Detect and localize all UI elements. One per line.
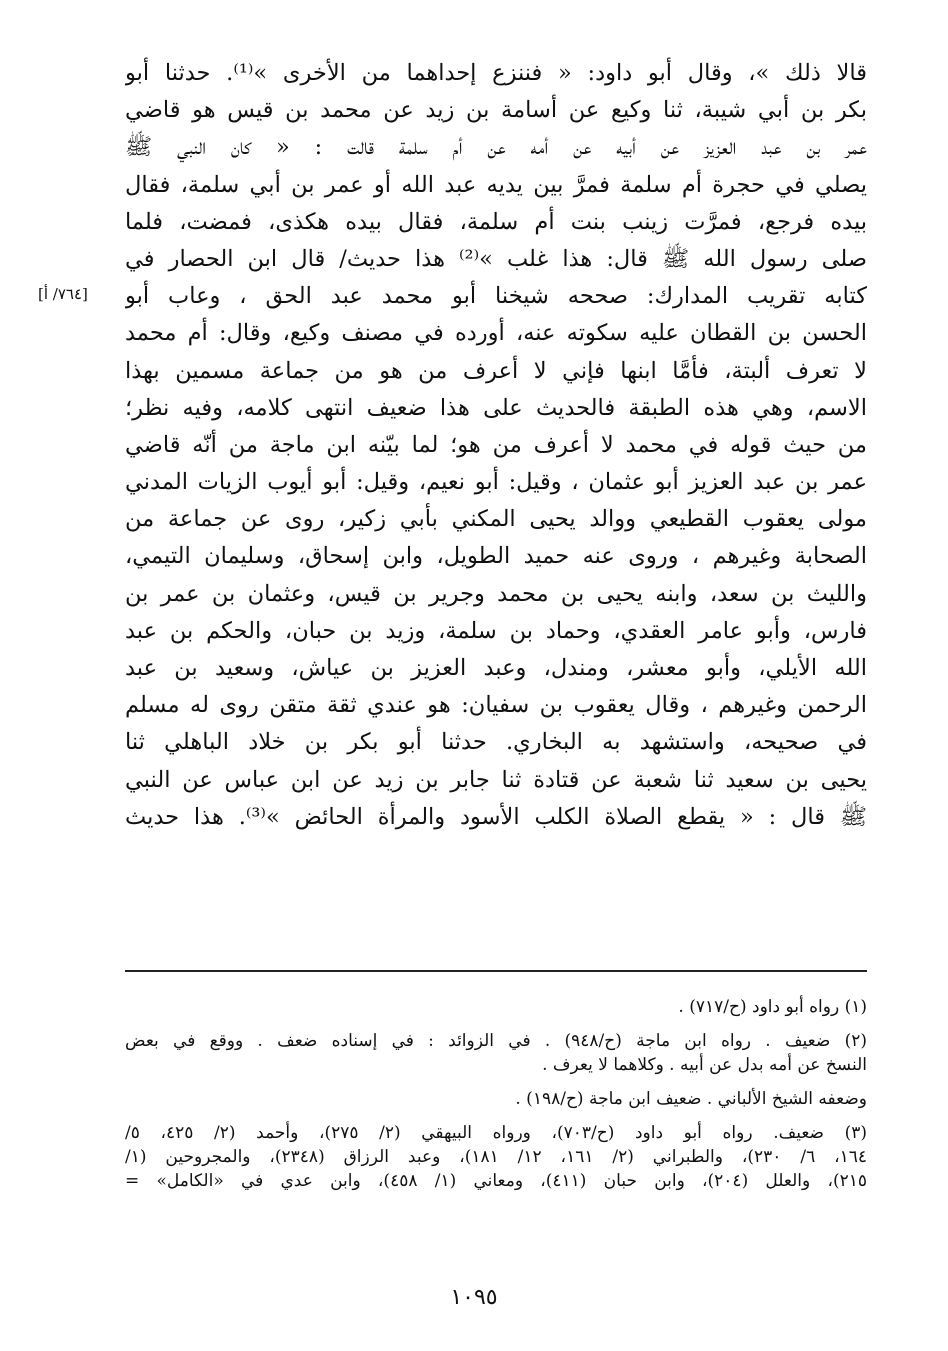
text-line: بيده فرجع، فمرَّت زينب بنت أم سلمة، فقال بيده هكذى، فمضت، فلما [125, 208, 867, 235]
text-line: الصحابة وغيرهم ، وروى عنه حميد الطويل، وابن إسحاق، وسليمان التيمي، [125, 543, 867, 570]
footnotes-block [125, 995, 867, 1193]
text-line: يصلي في حجرة أم سلمة فمرَّ بين يديه عبد الله أو عمر بن أبي سلمة، فقال [125, 171, 867, 198]
text-line: فارس، وأبو عامر العقدي، وحماد بن سلمة، وزيد بن حبان، والحكم بن عبد [125, 617, 867, 644]
text-line: عمر بن عبد العزيز أبو عثمان ، وقيل: أبو نعيم، وقيل: أبو أيوب الزيات المدني [125, 469, 867, 496]
footnote-1: (١) رواه أبو داود (ح/٧١٧) . [678, 997, 867, 1017]
text-line: بكر بن أبي شيبة، ثنا وكيع عن أسامة بن زيد عن محمد بن قيس هو قاضي [125, 97, 867, 124]
text-line: يحيى بن سعيد ثنا شعبة عن قتادة ثنا جابر بن زيد عن ابن عباس عن النبي [125, 766, 867, 793]
text-line: قالا ذلك »، وقال أبو داود: « فننزع إحداهما من الأخرى »⁽¹⁾. حدثنا أبو [125, 60, 867, 86]
text-line: عمر بن عبد العزيز عن أبيه عن أمه عن أم سلمة قالت : « كان النبي ﷺ [125, 134, 867, 161]
footnote-spacer [125, 1111, 867, 1121]
footnote-2-line-1: (٢) ضعيف . رواه ابن ماجة (ح/٩٤٨) . في الزوائد : في إسناده ضعف . ووقع في بعض [125, 1031, 867, 1051]
footnote-3-line-3: ٢١٥)، والعلل (٢٠٤)، وابن حبان (٤١١)، ومعاني (١/ ٤٥٨)، وابن عدي في «الكامل» = [125, 1171, 867, 1191]
margin-folio-reference: [٧٦٤/ أ] [38, 285, 88, 303]
text-line: والليث بن سعد، وابنه يحيى بن محمد وجرير بن قيس، وعثمان بن عمر بن [125, 580, 867, 607]
footnote-spacer [125, 1077, 867, 1087]
page-number: ١٠٩٥ [450, 1285, 498, 1310]
text-line: الله الأيلي، وأبو معشر، ومندل، وعبد العزيز بن عياش، وسعيد بن عبد [125, 655, 867, 681]
text-line: الاسم، وهي هذه الطبقة فالحديث على هذا ضعيف انتهى كلامه، وفيه نظر؛ [125, 394, 867, 421]
text-line: مولى يعقوب القطيعي ووالد يحيى المكني بأبي زكير، روى عن جماعة من [125, 506, 867, 533]
text-line: من حيث قوله في محمد لا أعرف من هو؛ لما بيّنه ابن ماجة من أنّه قاضي [125, 431, 867, 458]
footnote-spacer [125, 1019, 867, 1029]
footnote-3-line-2: ١٦٤، ٦/ ٢٣٠)، والطبراني (٢/ ١٦١، ١٢/ ١٨١)، وعبد الرزاق (٢٣٤٨)، والمجروحين (١/ [125, 1147, 867, 1167]
text-line: في صحيحه، واستشهد به البخاري. حدثنا أبو بكر بن خلاد الباهلي ثنا [125, 729, 867, 756]
text-line: كتابه تقريب المدارك: صححه شيخنا أبو محمد عبد الحق ، وعاب أبو [125, 283, 867, 310]
text-line: ﷺ قال : « يقطع الصلاة الكلب الأسود والمرأة الحائض »⁽³⁾. هذا حديث [125, 803, 867, 830]
footnote-2-line-2: النسخ عن أمه بدل عن أبيه . وكلاهما لا يعرف . [542, 1055, 867, 1075]
text-line: الرحمن وغيرهم ، وقال يعقوب بن سفيان: هو عندي ثقة متقن روى له مسلم [125, 692, 867, 719]
main-text-block [125, 55, 867, 836]
footnote-3-line-1: (٣) ضعيف. رواه أبو داود (ح/٧٠٣)، ورواه البيهقي (٢/ ٢٧٥)، وأحمد (٢/ ٤٢٥، ٥/ [125, 1123, 867, 1143]
text-line: الحسن بن القطان عليه سكوته عنه، أورده في مصنف وكيع، وقال: أم محمد [125, 320, 867, 347]
text-line: صلى رسول الله ﷺ قال: هذا غلب »⁽²⁾ هذا حديث/ قال ابن الحصار في [125, 245, 867, 272]
footnote-2-addendum: وضعفه الشيخ الألباني . ضعيف ابن ماجة (ح/١٩٨) . [515, 1089, 867, 1109]
footnote-divider [125, 970, 867, 972]
text-line: لا تعرف ألبتة، فأمَّا ابنها فإني لا أعرف من هو من جماعة مسمين بهذا [125, 357, 867, 384]
